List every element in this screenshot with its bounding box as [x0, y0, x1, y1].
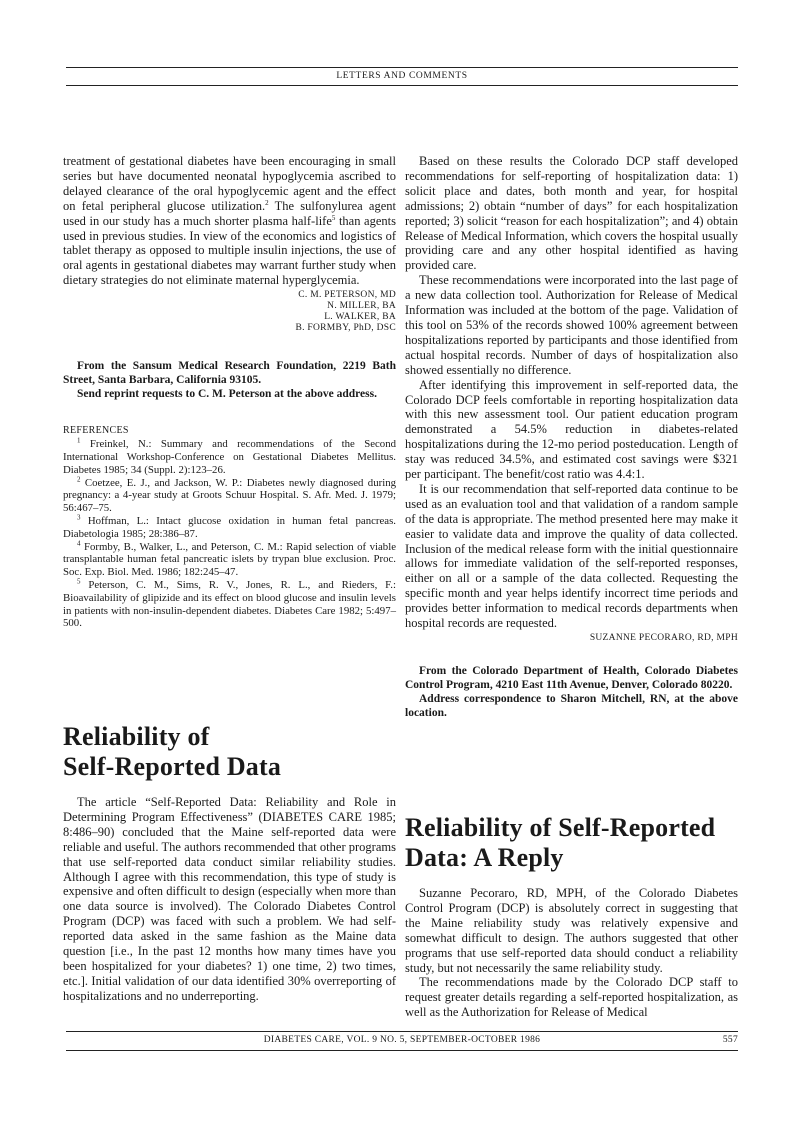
reference-item: $^2$ Coetzee, E. J., and Jackson, W. P.: Diabetes newly diagnosed during pregnancy: a 4-year study at Groots Schuur Hospital. S. Afr. Med. J. 1979; 56:467–75. — [63, 474, 396, 515]
body-paragraph: After identifying this improvement in self-reported data, the Colorado DCP feels comfortable in reporting hospitalization data with this new assessment tool. Our patient education program demonstrated a 54.5% reduction in diabetes-related hospitalizations during the 12-mo period posteducation. Length of stay was reduced 34.5%, and estimated cost savings were $321 per participant. The benefit/cost ratio was 4.4:1. — [405, 377, 738, 482]
affiliation: From the Sansum Medical Research Foundation, 2219 Bath Street, Santa Barbara, California 93105. — [63, 360, 396, 387]
correspondence-note: Address correspondence to Sharon Mitchell, RN, at the above location. — [405, 693, 738, 719]
header-rule-bottom — [66, 85, 738, 86]
author-signatures — [63, 290, 396, 334]
page-number: 557 — [722, 1035, 738, 1045]
footer-rule-top — [66, 1031, 738, 1032]
body-paragraph: These recommendations were incorporated into the last page of a new data collection tool. Authorization for Release of Medical Information was included at the bottom of the page. Validation of this tool on 53% of the records showed 100% agreement between hospitalizations reported by participants and those identified from actual hospital records. Number of days of hospitalization also showed essentially no difference. — [405, 273, 738, 377]
footer — [66, 1035, 738, 1045]
continued-paragraph: treatment of gestational diabetes have been encouraging in small series but have documented neonatal hypoglycemia ascribed to delayed clearance of the oral hypoglycemic agent and the effect on fetal peripheral glucose utilization.$^2$ The sulfonylurea agent used in our study has a much shorter plasma half-life$^5$ than agents used in previous studies. In view of the economics and logistics of tablet therapy as opposed to multiple insulin injections, the use of oral agents in gestational diabetes may warrant further study when dietary strategies do not eliminate maternal hyperglycemia. — [63, 154, 396, 288]
running-title: LETTERS AND COMMENTS — [336, 71, 468, 81]
article-title: Reliability of Self-Reported Data — [63, 722, 282, 781]
body-paragraph: Based on these results the Colorado DCP staff developed recommendations for self-reporting of hospitalization data: 1) solicit place and dates, both month and year, for hospital admissions; 2) obtain “number of days” for each hospitalization reported; 3) solicit “reason for each hospitalization”; and 4) obtain Release of Medical Information, which covers the hospital usually providing care and any other hospital identified as having provided care. — [405, 154, 738, 273]
article-body: Suzanne Pecoraro, RD, MPH, of the Colorado Diabetes Control Program (DCP) is absolutely correct in suggesting that the Maine reliability study was relatively expensive and somewhat difficult to design. The authors suggested that other programs that use self-reported data should conduct a reliability study, but not necessarily the same reliability study. — [405, 886, 738, 975]
body-paragraph: It is our recommendation that self-reported data continue to be used as an evaluation tool and that validation of a random sample of the data is appropriate. The method presented here may make it easier to validate data and improve the quality of data collected. Inclusion of the medical release form with the initial questionnaire allows for immediate validation of the self-reported responses, either on all or a sample of the data collected. Requesting the specific month and year helps identify incorrect time periods and provides better information to medical records departments when hospital records are requested. — [405, 481, 738, 631]
journal-citation: DIABETES CARE, VOL. 9 NO. 5, SEPTEMBER-OCTOBER 1986 — [263, 1035, 541, 1045]
article-body: The article “Self-Reported Data: Reliability and Role in Determining Program Effectiveness” (DIABETES CARE 1985; 8:486–90) concluded that the Maine self-reported data were reliable and useful. The authors recommended that other programs that use self-reported data conduct similar reliability studies. Although I agree with this recommendation, this type of study is expensive and often difficult to design (especially when more than one data source is involved). The Colorado Diabetes Control Program (DCP) was faced with such a problem. We had self-reported data asked in the same fashion as the Maine data question [i.e., In the past 12 months how many times have you been hospitalized for your diabetes? 1) one time, 2) two times, etc.]. Initial validation of our data identified 30% overreporting of hospitalizations and no underreporting. — [63, 795, 396, 1003]
article-title: Reliability of Self-Reported Data: A Reply — [405, 813, 716, 872]
author-signature: SUZANNE PECORARO, RD, MPH — [589, 633, 738, 643]
references — [63, 425, 396, 630]
signature-line: L. WALKER, BA — [324, 312, 396, 323]
signature-line: B. FORMBY, PhD, DSC — [295, 323, 396, 334]
references-heading: REFERENCES — [63, 425, 129, 437]
reprint-note: Send reprint requests to C. M. Peterson at the above address. — [77, 388, 377, 401]
header-rule-top — [66, 67, 738, 68]
reference-item: $^5$ Peterson, C. M., Sims, R. V., Jones, R. L., and Rieders, F.: Bioavailability of glipizide and its effect on blood glucose and insulin levels in patients with non-insulin-dependent diabetes. Diabetes Care 1982; 5:497–500. — [63, 577, 397, 630]
affiliation-block — [405, 664, 738, 720]
article-body: The recommendations made by the Colorado DCP staff to request greater details regarding a self-reported hospitalization, as well as the Authorization for Release of Medical — [405, 975, 738, 1020]
affiliation: From the Colorado Department of Health, Colorado Diabetes Control Program, 4210 East 11th Avenue, Denver, Colorado 80220. — [405, 665, 738, 691]
reference-item: $^3$ Hoffman, L.: Intact glucose oxidation in human fetal pancreas. Diabetologia 1985; 28:386–87. — [63, 513, 396, 540]
right-article — [405, 813, 738, 1020]
reference-item: $^4$ Formby, B., Walker, L., and Peterson, C. M.: Rapid selection of viable transplantable human fetal pancreatic islets by trypan blue exclusion. Proc. Soc. Exp. Biol. Med. 1986; 182:245–47. — [63, 538, 396, 579]
signature-line: N. MILLER, BA — [327, 301, 396, 312]
left-column — [63, 154, 396, 630]
affiliation-block — [63, 359, 396, 401]
reference-item: $^1$ Freinkel, N.: Summary and recommendations of the Second International Workshop-Conference on Gestational Diabetes Mellitus. Diabetes 1985; 34 (Suppl. 2):123–26. — [63, 436, 397, 476]
footer-rule-bottom — [66, 1050, 738, 1051]
left-article — [63, 722, 396, 1004]
signature-line: C. M. PETERSON, MD — [298, 290, 396, 301]
right-column — [405, 154, 738, 720]
